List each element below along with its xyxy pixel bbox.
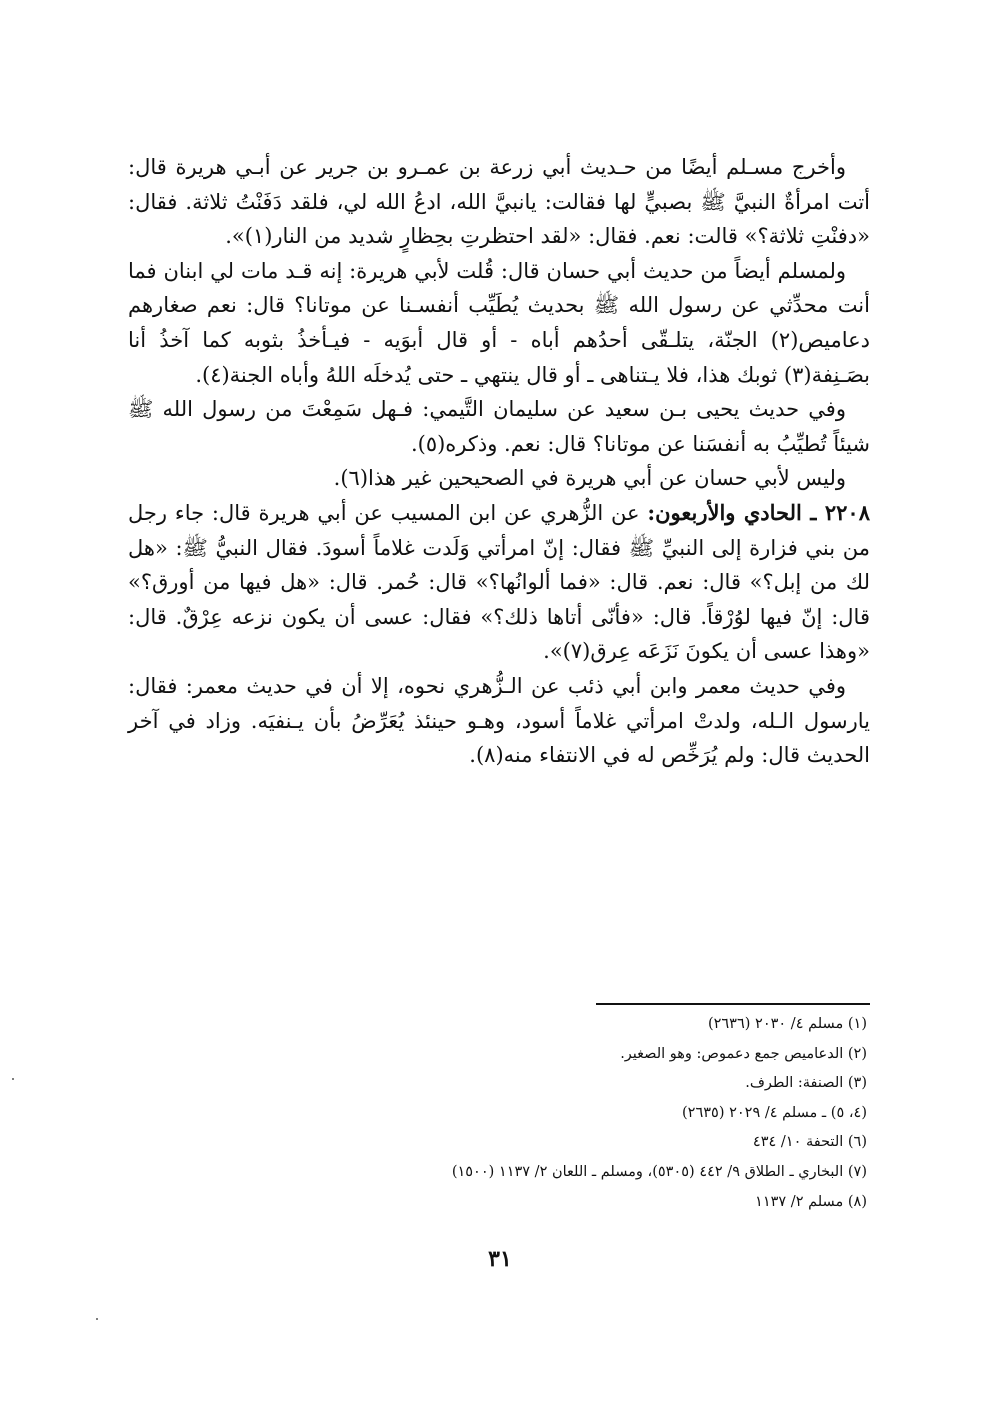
hadith-number-heading: ٢٢٠٨ ـ الحادي والأربعون: xyxy=(647,499,870,525)
footnote: (٨) مسلم ٢/ ١١٣٧ xyxy=(755,1193,867,1210)
footnotes xyxy=(300,1010,867,1217)
scan-speck xyxy=(96,1318,98,1320)
footnote-separator xyxy=(596,1003,870,1005)
scan-speck xyxy=(12,1078,14,1080)
paragraph: وأخرج مسـلم أيضًا من حـديث أبي زرعة بن عمـرو بن جرير عن أبـي هريرة قال: أتت امرأةٌ النبيَّ ﷺ بصبيٍّ لها فقالت: يانبيَّ الله، ادعُ الله لي، فلقد دَفَنْتُ ثلاثة. فقال: «دفنْتِ ثلاثة؟» قالت: نعم. فقال: «لقد احتظرتِ بحِظارٍ شديد من النار(١)». xyxy=(128,155,870,249)
footnote: (٦) التحفة ١٠/ ٤٣٤ xyxy=(752,1134,867,1151)
paragraph: وفي حديث معمر وابن أبي ذئب عن الـزُّهري نحوه، إلا أن في حديث معمر: فقال: يارسول الـله، ولدتْ امرأتي غلاماً أسود، وهـو حينئذ يُعَرِّضُ بأن يـنفيَه. وزاد في آخر الحديث قال: ولم يُرَخِّص له في الانتفاء منه(٨). xyxy=(128,673,870,768)
main-text xyxy=(128,150,870,773)
paragraph: وفي حديث يحيى بـن سعيد عن سليمان التَّيمي: فـهل سَمِعْتَ من رسول الله ﷺ شيئاً تُطيِّبُ به أنفسَنا عن موتانا؟ قال: نعم. وذكره(٥). xyxy=(128,397,870,456)
footnote: (١) مسلم ٤/ ٢٠٣٠ (٢٦٣٦) xyxy=(707,1016,867,1032)
hadith-text: عن الزُّهري عن ابن المسيب عن أبي هريرة قال: جاء رجل من بني فزارة إلى النبيِّ ﷺ فقال: إنّ امرأتي وَلَدت غلاماً أسودَ. فقال النبيُّ ﷺ: «هل لك من إبل؟» قال: نعم. قال: «فما ألوانُها؟» قال: حُمر. قال: «هل فيها من أورق؟» قال: إنّ فيها لوُرْقاً. قال: «فأنّى أتاها ذلك؟» فقال: عسى أن يكون نزعه عِرْقٌ. قال: «وهذا عسى أن يكونَ نَزَعَه عِرق(٧)». xyxy=(128,500,870,664)
paragraph: ولمسلم أيضاً من حديث أبي حسان قال: قُلت لأبي هريرة: إنه قـد مات لي ابنان فما أنت محدِّثي عن رسول الله ﷺ بحديث يُطَيِّب أنفسـنا عن موتانا؟ قال: نعم صغارهم دعاميص(٢) الجنّة، يتلـقّى أحدُهم أباه - أو قال أبوَيه - فيـأخذُ بثوبه كما آخذُ أنا بصَـنِفة(٣) ثوبك هذا، فلا يـتناهى ـ أو قال ينتهي ـ حتى يُدخلَه اللهُ وأباه الجنة(٤). xyxy=(128,258,870,387)
footnote: (٣) الصنفة: الطرف. xyxy=(745,1075,867,1092)
footnote: (٤، ٥) ـ مسلم ٤/ ٢٠٢٩ (٢٦٣٥) xyxy=(681,1104,867,1121)
page-number: ٣١ xyxy=(488,1246,512,1272)
footnote: (٧) البخاري ـ الطلاق ٩/ ٤٤٢ (٥٣٠٥)، ومسلم ـ اللعان ٢/ ١١٣٧ (١٥٠٠) xyxy=(451,1163,867,1180)
paragraph: وليس لأبي حسان عن أبي هريرة في الصحيحين غير هذا(٦). xyxy=(333,466,846,491)
hadith-entry xyxy=(128,496,870,669)
footnote: (٢) الدعاميص جمع دعموص: وهو الصغير. xyxy=(620,1045,867,1062)
